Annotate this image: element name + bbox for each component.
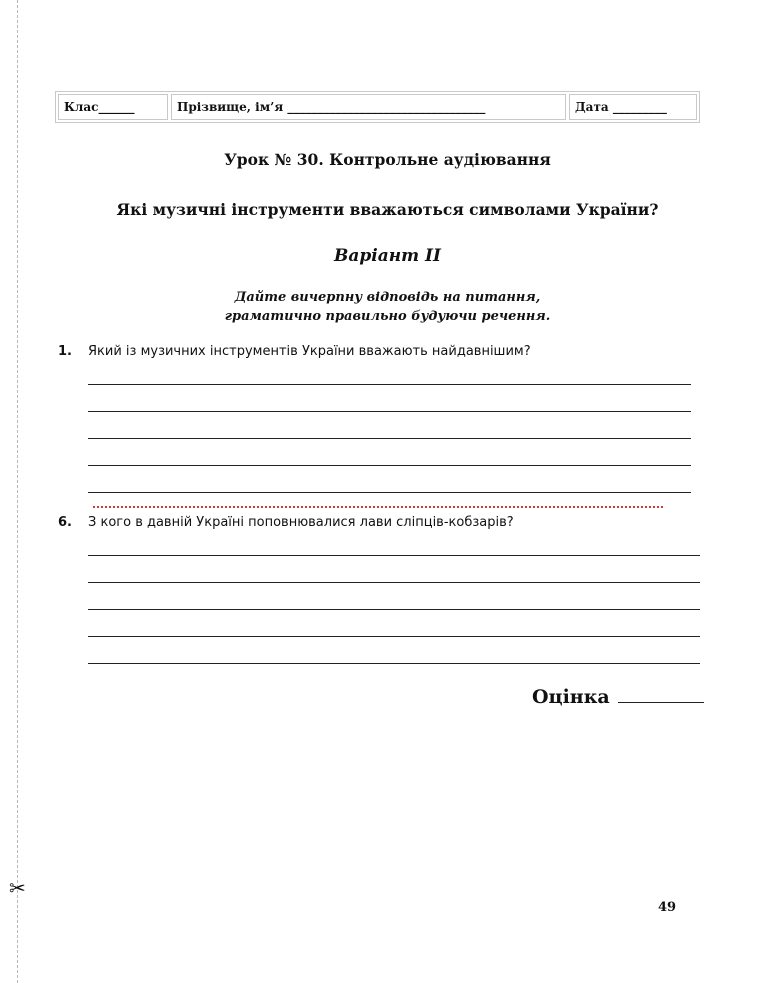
- question-number: 1.: [58, 344, 72, 359]
- grade-blank[interactable]: [618, 684, 704, 703]
- answer-line[interactable]: [88, 663, 700, 664]
- student-info-table: [55, 91, 700, 123]
- page-number: 49: [658, 900, 677, 915]
- answer-line[interactable]: [88, 636, 700, 637]
- grade-label: Оцінка: [532, 686, 610, 708]
- answer-line[interactable]: [88, 492, 691, 493]
- instructions-line-2: граматично правильно будуючи речення.: [224, 309, 551, 324]
- lesson-title: Урок № 30. Контрольне аудіювання: [224, 150, 551, 169]
- question-6: [58, 515, 514, 530]
- question-text: Який із музичних інструментів України вважають найдавнішим?: [88, 344, 531, 359]
- question-number: 6.: [58, 515, 72, 530]
- name-field[interactable]: Прізвище, ім’я _________________________________: [171, 94, 566, 120]
- instructions: [0, 288, 775, 326]
- main-question: Які музичні інструменти вважаються символами України?: [116, 200, 659, 219]
- variant-title: Варіант II: [334, 246, 441, 266]
- answer-line[interactable]: [88, 582, 700, 583]
- answer-line[interactable]: [88, 438, 691, 439]
- answer-line[interactable]: [88, 411, 691, 412]
- answer-line[interactable]: [88, 384, 691, 385]
- answer-line[interactable]: [88, 465, 691, 466]
- class-field[interactable]: Клас______: [58, 94, 168, 120]
- question-text: З кого в давній Україні поповнювалися лави сліпців-кобзарів?: [88, 515, 514, 530]
- grade-field: [532, 684, 704, 708]
- answer-line[interactable]: [88, 555, 700, 556]
- question-1: [58, 344, 531, 359]
- scissors-icon: ✂: [9, 876, 26, 900]
- date-field[interactable]: Дата _________: [569, 94, 697, 120]
- answer-line[interactable]: [88, 609, 700, 610]
- section-divider: [93, 506, 663, 508]
- cut-line: [17, 0, 18, 983]
- instructions-line-1: Дайте вичерпну відповідь на питання,: [234, 290, 541, 305]
